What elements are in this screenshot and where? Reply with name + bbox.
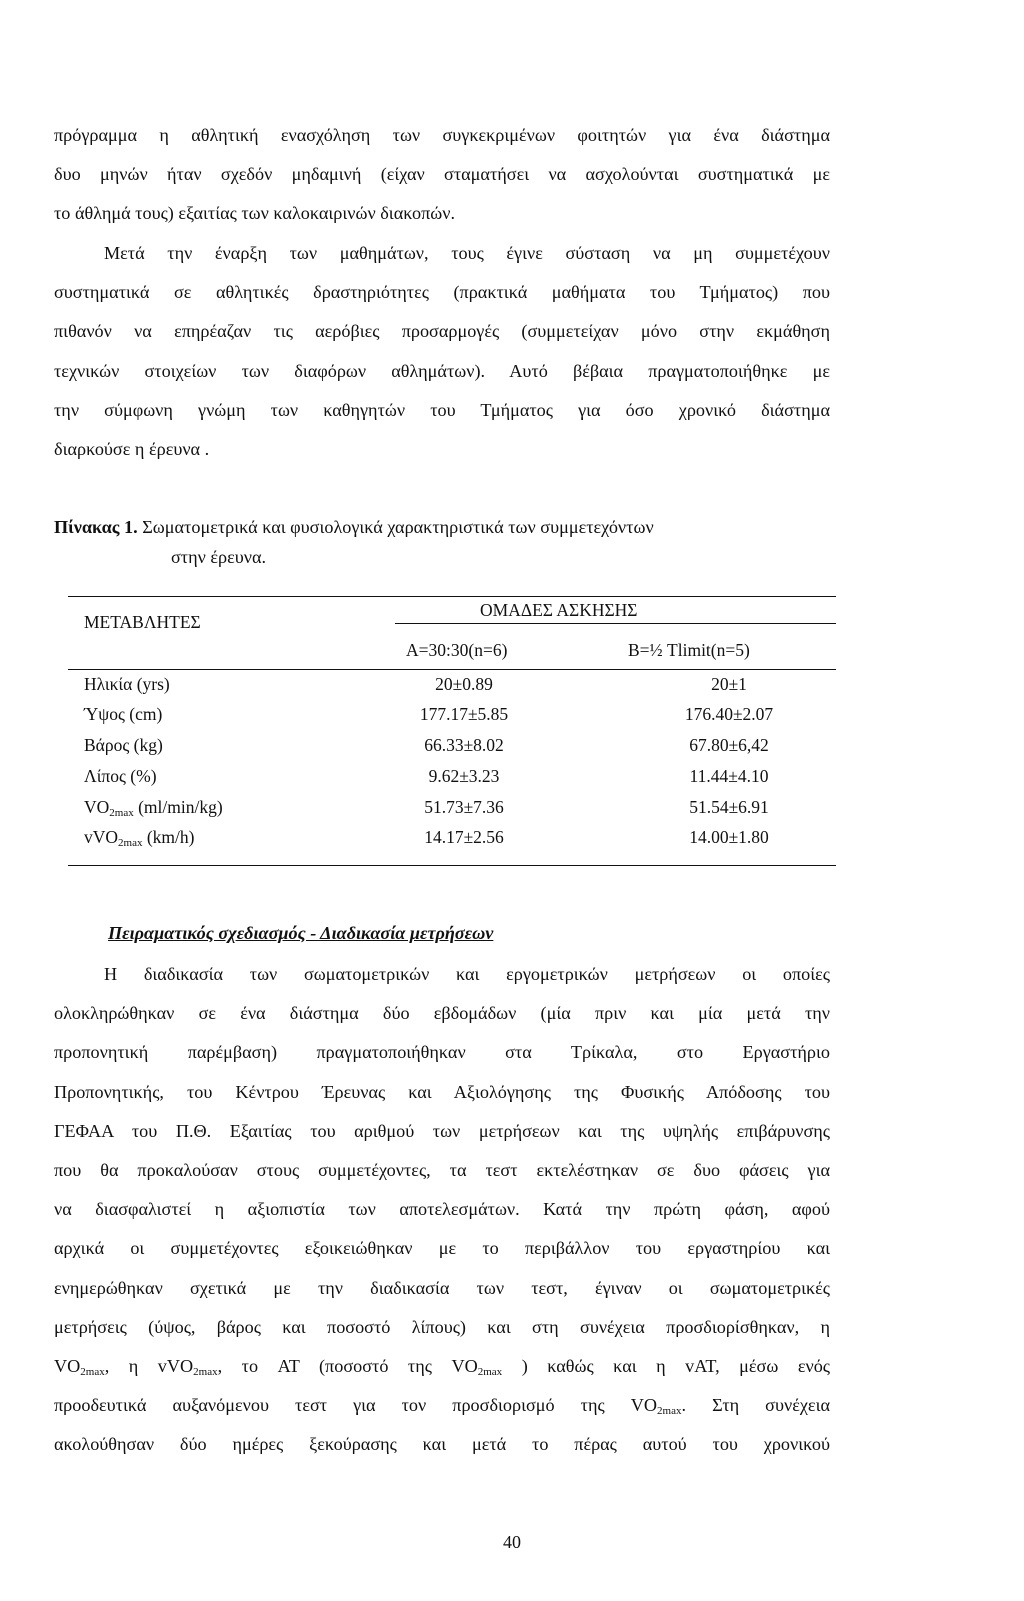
text-line: δυο μηνών ήταν σχεδόν μηδαμινή (είχαν σταματήσει να ασχολούνται συστηματικά με: [54, 164, 830, 185]
table-row: [84, 792, 836, 822]
text-fragment: ) καθώς και η vAT, μέσω ενός: [502, 1355, 830, 1376]
section-title: Πειραματικός σχεδιασμός - Διαδικασία μετρήσεων: [108, 923, 494, 943]
table-cell-variable: [84, 822, 195, 858]
text-line: προπονητική παρέμβαση) πραγματοποιήθηκαν στα Τρίκαλα, στο Εργαστήριο: [54, 1042, 830, 1063]
text-fragment: , η vVO: [104, 1355, 194, 1376]
table-header-groups: ΟΜΑΔΕΣ ΑΣΚΗΣΗΣ: [480, 600, 638, 620]
table-cell-group-a: 66.33±8.02: [424, 735, 504, 755]
table-cell-group-a: 20±0.89: [435, 674, 493, 694]
text-line: πιθανόν να επηρέαζαν τις αερόβιες προσαρμογές (συμμετείχαν μόνο στην εκμάθηση: [54, 321, 830, 342]
subscript: 2max: [657, 1405, 682, 1418]
table-row: [84, 669, 836, 699]
table-caption: [54, 512, 654, 572]
table-row: [84, 822, 836, 852]
paragraph-instructions: [54, 234, 830, 469]
table-cell-group-b: 11.44±4.10: [689, 766, 769, 786]
text-line: την σύμφωνη γνώμη των καθηγητών του Τμήματος για όσο χρονικό διάστημα: [54, 399, 830, 420]
table-caption-text: Σωματομετρικά και φυσιολογικά χαρακτηριστικά των συμμετεχόντων: [142, 517, 654, 537]
text-line: διαρκούσε η έρευνα .: [54, 438, 210, 459]
text-line: μετρήσεις (ύψος, βάρος και ποσοστό λίπους) και στη συνέχεια προσδιορίσθηκαν, η: [54, 1316, 830, 1337]
table-cell-group-a: 177.17±5.85: [419, 704, 509, 724]
text-line: ολοκληρώθηκαν σε ένα διάστημα δύο εβδομάδων (μία πριν και μία μετά την: [54, 1003, 830, 1024]
page-number: 40: [503, 1532, 521, 1552]
text-line: Η διαδικασία των σωματομετρικών και εργομετρικών μετρήσεων οι οποίες: [104, 964, 830, 984]
table-group-rule: [395, 623, 836, 624]
text-line: το άθλημά τους) εξαιτίας των καλοκαιρινών διακοπών.: [54, 203, 456, 224]
text-fragment: . Στη συνέχεια: [681, 1395, 830, 1416]
text-line: [54, 1347, 830, 1386]
text-fragment: VO: [84, 797, 110, 817]
text-fragment: vVO: [84, 827, 119, 847]
subscript: 2max: [477, 1365, 503, 1378]
table-cell-variable: Βάρος (kg): [84, 735, 163, 755]
subscript: 2max: [109, 807, 134, 819]
text-line: Μετά την έναρξη των μαθημάτων, τους έγινε σύσταση να μη συμμετέχουν: [104, 243, 830, 263]
table-top-rule: [68, 596, 836, 597]
text-fragment: (ml/min/kg): [133, 797, 223, 817]
paragraph-continuation: [54, 116, 830, 234]
table-cell-group-b: 176.40±2.07: [684, 704, 774, 724]
text-fragment: (km/h): [142, 827, 195, 847]
table-caption-label: Πίνακας 1.: [54, 517, 138, 537]
text-line: αρχικά οι συμμετέχοντες εξοικειώθηκαν με το περιβάλλον του εργαστηρίου και: [54, 1238, 830, 1259]
table-cell-variable: Ύψος (cm): [84, 704, 163, 724]
table-cell-variable: Λίπος (%): [84, 766, 157, 786]
text-line: Προπονητικής, του Κέντρου Έρευνας και Αξιολόγησης της Φυσικής Απόδοσης του: [54, 1081, 830, 1102]
text-line: να διασφαλιστεί η αξιοπιστία των αποτελεσμάτων. Κατά την πρώτη φάση, αφού: [54, 1199, 830, 1220]
table-header-group-b: Β=½ Tlimit(n=5): [628, 640, 750, 660]
table-caption-text-line2: στην έρευνα.: [171, 547, 267, 567]
text-line: συστηματικά σε αθλητικές δραστηριότητες (πρακτικά μαθήματα του Τμήματος) που: [54, 282, 830, 303]
table-cell-group-b: 51.54±6.91: [689, 797, 769, 817]
subscript: 2max: [193, 1365, 218, 1378]
table-row: [84, 699, 836, 729]
text-line: ενημερώθηκαν σχετικά με την διαδικασία των τεστ, έγιναν οι σωματομετρικές: [54, 1277, 830, 1298]
table-bottom-rule: [68, 865, 836, 866]
text-line: ΓΕΦΑΑ του Π.Θ. Εξαιτίας του αριθμού των μετρήσεων και της υψηλής επιβάρυνσης: [54, 1120, 830, 1141]
table-header-group-a: Α=30:30(n=6): [406, 640, 508, 660]
text-fragment: , το AT (ποσοστό της VO: [217, 1355, 478, 1376]
table-cell-group-a: 14.17±2.56: [424, 827, 504, 847]
subscript: 2max: [118, 837, 143, 849]
table-cell-group-b: 14.00±1.80: [689, 827, 769, 847]
text-fragment: VO: [54, 1355, 81, 1376]
text-fragment: προοδευτικά αυξανόμενου τεστ για τον προσδιορισμό της VO: [54, 1395, 658, 1416]
table-row: [84, 730, 836, 760]
paragraph-procedure: [54, 955, 830, 1464]
subscript: 2max: [80, 1365, 105, 1378]
text-line: που θα προκαλούσαν στους συμμετέχοντες, τα τεστ εκτελέστηκαν σε δυο φάσεις για: [54, 1159, 830, 1180]
text-line: [54, 1386, 830, 1425]
text-line: ακολούθησαν δύο ημέρες ξεκούρασης και μετά το πέρας αυτού του χρονικού: [54, 1434, 830, 1455]
table-cell-group-a: 51.73±7.36: [424, 797, 504, 817]
table-row: [84, 761, 836, 791]
text-line: τεχνικών στοιχείων των διαφόρων αθλημάτων). Αυτό βέβαια πραγματοποιήθηκε με: [54, 360, 830, 381]
table-cell-group-b: 67.80±6,42: [689, 735, 769, 755]
text-line: πρόγραμμα η αθλητική ενασχόληση των συγκεκριμένων φοιτητών για ένα διάστημα: [54, 125, 830, 145]
table-cell-group-b: 20±1: [711, 674, 747, 694]
table-cell-variable: Ηλικία (yrs): [84, 674, 170, 694]
table-cell-group-a: 9.62±3.23: [428, 766, 500, 786]
table-header-variables: ΜΕΤΑΒΛΗΤΕΣ: [84, 612, 201, 632]
